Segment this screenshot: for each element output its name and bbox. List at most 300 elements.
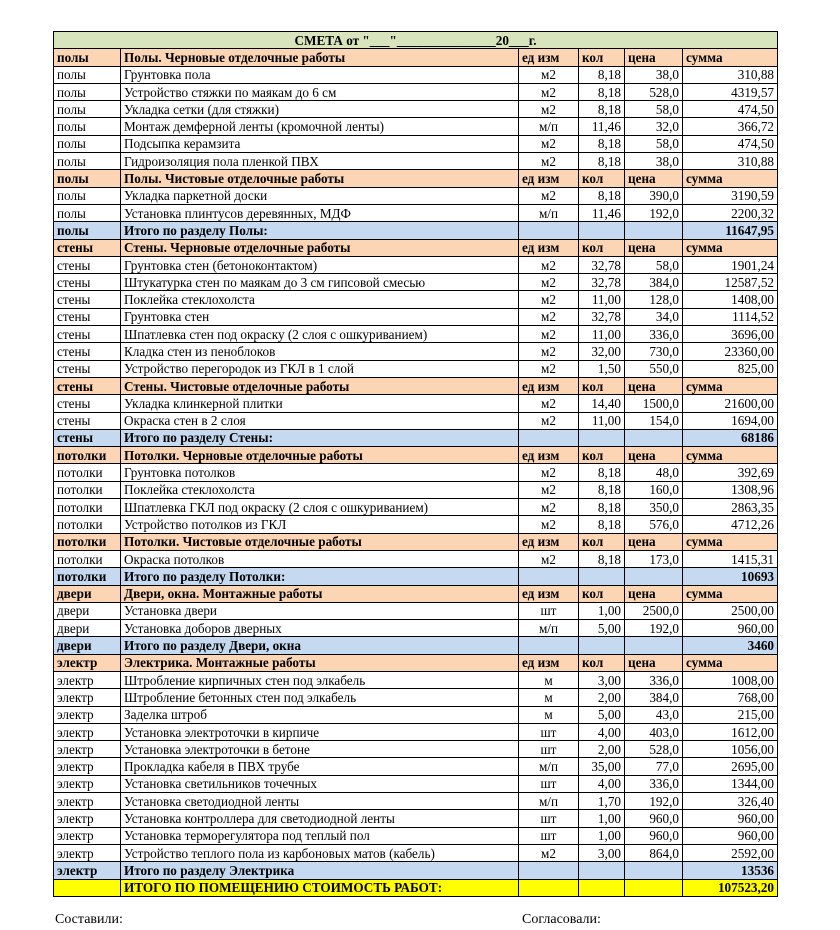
unit-cell: ед изм bbox=[519, 447, 579, 464]
table-row bbox=[54, 395, 778, 412]
price-cell bbox=[625, 568, 683, 585]
work-name-cell: Установка плинтусов деревянных, МДФ bbox=[121, 204, 519, 221]
price-cell: 192,0 bbox=[625, 793, 683, 810]
work-name-cell: Двери, окна. Монтажные работы bbox=[121, 585, 519, 602]
sum-cell: 1056,00 bbox=[683, 741, 778, 758]
quantity-cell: 1,00 bbox=[579, 810, 625, 827]
quantity-cell: 8,18 bbox=[579, 83, 625, 100]
price-cell: 38,0 bbox=[625, 66, 683, 83]
sum-cell: 2500,00 bbox=[683, 602, 778, 619]
unit-cell: шт bbox=[519, 741, 579, 758]
table-row bbox=[54, 602, 778, 619]
quantity-cell: 32,78 bbox=[579, 256, 625, 273]
unit-cell: ед изм bbox=[519, 585, 579, 602]
category-cell: стены bbox=[54, 395, 121, 412]
category-cell: потолки bbox=[54, 550, 121, 567]
sum-cell: сумма bbox=[683, 447, 778, 464]
unit-cell bbox=[519, 637, 579, 654]
sum-cell: 474,50 bbox=[683, 135, 778, 152]
work-name-cell: Кладка стен из пеноблоков bbox=[121, 343, 519, 360]
quantity-cell: 1,70 bbox=[579, 793, 625, 810]
price-cell: 960,0 bbox=[625, 810, 683, 827]
work-name-cell: Установка светодиодной ленты bbox=[121, 793, 519, 810]
sum-cell: 21600,00 bbox=[683, 395, 778, 412]
sum-cell: 10693 bbox=[683, 568, 778, 585]
unit-cell: м2 bbox=[519, 153, 579, 170]
unit-cell: м2 bbox=[519, 326, 579, 343]
price-cell: цена bbox=[625, 49, 683, 66]
price-cell: 128,0 bbox=[625, 291, 683, 308]
table-row bbox=[54, 499, 778, 516]
sum-cell: 1415,31 bbox=[683, 550, 778, 567]
price-cell: 336,0 bbox=[625, 326, 683, 343]
section-header-row bbox=[54, 533, 778, 550]
category-cell: стены bbox=[54, 343, 121, 360]
table-row bbox=[54, 775, 778, 792]
work-name-cell: Штукатурка стен по маякам до 3 см гипсовой смесью bbox=[121, 274, 519, 291]
category-cell: полы bbox=[54, 187, 121, 204]
category-cell: полы bbox=[54, 49, 121, 66]
sum-cell: 2695,00 bbox=[683, 758, 778, 775]
table-row bbox=[54, 135, 778, 152]
table-row bbox=[54, 274, 778, 291]
price-cell bbox=[625, 637, 683, 654]
quantity-cell: 4,00 bbox=[579, 775, 625, 792]
price-cell: 58,0 bbox=[625, 101, 683, 118]
quantity-cell: 14,40 bbox=[579, 395, 625, 412]
section-total-row bbox=[54, 222, 778, 239]
work-name-cell: Установка доборов дверных bbox=[121, 620, 519, 637]
unit-cell: м2 bbox=[519, 550, 579, 567]
sum-cell: 3460 bbox=[683, 637, 778, 654]
quantity-cell: кол bbox=[579, 239, 625, 256]
quantity-cell: 8,18 bbox=[579, 187, 625, 204]
price-cell: цена bbox=[625, 377, 683, 394]
section-header-row bbox=[54, 239, 778, 256]
work-name-cell: Грунтовка потолков bbox=[121, 464, 519, 481]
work-name-cell: Заделка штроб bbox=[121, 706, 519, 723]
work-name-cell: Итого по разделу Электрика bbox=[121, 862, 519, 879]
section-total-row bbox=[54, 862, 778, 879]
unit-cell: ед изм bbox=[519, 170, 579, 187]
category-cell: потолки bbox=[54, 533, 121, 550]
quantity-cell: 8,18 bbox=[579, 499, 625, 516]
table-row bbox=[54, 550, 778, 567]
unit-cell: м2 bbox=[519, 187, 579, 204]
price-cell: 390,0 bbox=[625, 187, 683, 204]
unit-cell: ед изм bbox=[519, 377, 579, 394]
quantity-cell: 4,00 bbox=[579, 723, 625, 740]
work-name-cell: Шпатлевка ГКЛ под окраску (2 слоя с ошкуриванием) bbox=[121, 499, 519, 516]
category-cell: полы bbox=[54, 222, 121, 239]
quantity-cell: кол bbox=[579, 447, 625, 464]
work-name-cell: Укладка клинкерной плитки bbox=[121, 395, 519, 412]
work-name-cell: Устройство потолков из ГКЛ bbox=[121, 516, 519, 533]
work-name-cell: Поклейка стеклохолста bbox=[121, 291, 519, 308]
quantity-cell: кол bbox=[579, 654, 625, 671]
unit-cell bbox=[519, 222, 579, 239]
price-cell: цена bbox=[625, 447, 683, 464]
category-cell: двери bbox=[54, 602, 121, 619]
price-cell: 192,0 bbox=[625, 620, 683, 637]
section-header-row bbox=[54, 49, 778, 66]
unit-cell: ед изм bbox=[519, 533, 579, 550]
unit-cell: м2 bbox=[519, 516, 579, 533]
work-name-cell: ИТОГО ПО ПОМЕЩЕНИЮ СТОИМОСТЬ РАБОТ: bbox=[121, 879, 519, 896]
category-cell: полы bbox=[54, 153, 121, 170]
price-cell: 32,0 bbox=[625, 118, 683, 135]
quantity-cell: 1,00 bbox=[579, 602, 625, 619]
quantity-cell: 5,00 bbox=[579, 706, 625, 723]
category-cell: стены bbox=[54, 412, 121, 429]
price-cell: 528,0 bbox=[625, 741, 683, 758]
sum-cell: 2200,32 bbox=[683, 204, 778, 221]
work-name-cell: Укладка паркетной доски bbox=[121, 187, 519, 204]
category-cell: электр bbox=[54, 810, 121, 827]
work-name-cell: Итого по разделу Полы: bbox=[121, 222, 519, 239]
unit-cell bbox=[519, 568, 579, 585]
category-cell: электр bbox=[54, 844, 121, 861]
sum-cell: 1901,24 bbox=[683, 256, 778, 273]
category-cell: стены bbox=[54, 377, 121, 394]
section-header-row bbox=[54, 377, 778, 394]
quantity-cell: 32,78 bbox=[579, 308, 625, 325]
table-row bbox=[54, 464, 778, 481]
quantity-cell: 35,00 bbox=[579, 758, 625, 775]
unit-cell: ед изм bbox=[519, 49, 579, 66]
sum-cell: 1114,52 bbox=[683, 308, 778, 325]
unit-cell: м/п bbox=[519, 620, 579, 637]
price-cell: 550,0 bbox=[625, 360, 683, 377]
price-cell: 384,0 bbox=[625, 689, 683, 706]
sum-cell: 1612,00 bbox=[683, 723, 778, 740]
table-row bbox=[54, 810, 778, 827]
work-name-cell: Грунтовка стен (бетоноконтактом) bbox=[121, 256, 519, 273]
category-cell: потолки bbox=[54, 481, 121, 498]
category-cell: электр bbox=[54, 706, 121, 723]
price-cell: 192,0 bbox=[625, 204, 683, 221]
price-cell: 154,0 bbox=[625, 412, 683, 429]
category-cell: стены bbox=[54, 326, 121, 343]
sum-cell: 1308,96 bbox=[683, 481, 778, 498]
price-cell: 960,0 bbox=[625, 827, 683, 844]
table-row bbox=[54, 481, 778, 498]
quantity-cell: 8,18 bbox=[579, 66, 625, 83]
work-name-cell: Установка электроточки в бетоне bbox=[121, 741, 519, 758]
sum-cell: 13536 bbox=[683, 862, 778, 879]
quantity-cell: 32,78 bbox=[579, 274, 625, 291]
work-name-cell: Стены. Чистовые отделочные работы bbox=[121, 377, 519, 394]
quantity-cell: 11,46 bbox=[579, 204, 625, 221]
price-cell: 384,0 bbox=[625, 274, 683, 291]
sum-cell: 2863,35 bbox=[683, 499, 778, 516]
unit-cell: м2 bbox=[519, 343, 579, 360]
unit-cell: м2 bbox=[519, 844, 579, 861]
sum-cell: 960,00 bbox=[683, 827, 778, 844]
work-name-cell: Установка терморегулятора под теплый пол bbox=[121, 827, 519, 844]
work-name-cell: Шпатлевка стен под окраску (2 слоя с ошкуриванием) bbox=[121, 326, 519, 343]
price-cell: 1500,0 bbox=[625, 395, 683, 412]
category-cell: стены bbox=[54, 291, 121, 308]
quantity-cell: кол bbox=[579, 533, 625, 550]
work-name-cell: Полы. Чистовые отделочные работы bbox=[121, 170, 519, 187]
price-cell: 48,0 bbox=[625, 464, 683, 481]
quantity-cell bbox=[579, 568, 625, 585]
sum-cell: 1694,00 bbox=[683, 412, 778, 429]
quantity-cell bbox=[579, 429, 625, 446]
sum-cell: сумма bbox=[683, 239, 778, 256]
sum-cell: сумма bbox=[683, 585, 778, 602]
table-row bbox=[54, 118, 778, 135]
sum-cell: 960,00 bbox=[683, 620, 778, 637]
quantity-cell: кол bbox=[579, 585, 625, 602]
category-cell: полы bbox=[54, 66, 121, 83]
table-row bbox=[54, 620, 778, 637]
work-name-cell: Потолки. Черновые отделочные работы bbox=[121, 447, 519, 464]
price-cell: цена bbox=[625, 654, 683, 671]
category-cell: электр bbox=[54, 654, 121, 671]
sum-cell: 474,50 bbox=[683, 101, 778, 118]
unit-cell: м bbox=[519, 689, 579, 706]
unit-cell: м/п bbox=[519, 758, 579, 775]
sum-cell: сумма bbox=[683, 654, 778, 671]
category-cell: потолки bbox=[54, 516, 121, 533]
sum-cell: 11647,95 bbox=[683, 222, 778, 239]
sum-cell: 1408,00 bbox=[683, 291, 778, 308]
quantity-cell: 2,00 bbox=[579, 689, 625, 706]
table-row bbox=[54, 689, 778, 706]
table-row bbox=[54, 101, 778, 118]
unit-cell bbox=[519, 429, 579, 446]
sum-cell: сумма bbox=[683, 533, 778, 550]
quantity-cell: 8,18 bbox=[579, 101, 625, 118]
category-cell: электр bbox=[54, 758, 121, 775]
work-name-cell: Подсыпка керамзита bbox=[121, 135, 519, 152]
work-name-cell: Грунтовка стен bbox=[121, 308, 519, 325]
quantity-cell: 11,00 bbox=[579, 326, 625, 343]
sum-cell: 310,88 bbox=[683, 153, 778, 170]
category-cell: потолки bbox=[54, 447, 121, 464]
table-row bbox=[54, 343, 778, 360]
sum-cell: 3696,00 bbox=[683, 326, 778, 343]
sum-cell: 215,00 bbox=[683, 706, 778, 723]
table-row bbox=[54, 844, 778, 861]
unit-cell: м2 bbox=[519, 412, 579, 429]
sum-cell: 68186 bbox=[683, 429, 778, 446]
category-cell: полы bbox=[54, 83, 121, 100]
work-name-cell: Устройство перегородок из ГКЛ в 1 слой bbox=[121, 360, 519, 377]
category-cell: полы bbox=[54, 101, 121, 118]
unit-cell bbox=[519, 862, 579, 879]
section-total-row bbox=[54, 568, 778, 585]
quantity-cell bbox=[579, 879, 625, 896]
work-name-cell: Полы. Черновые отделочные работы bbox=[121, 49, 519, 66]
unit-cell: м2 bbox=[519, 101, 579, 118]
sum-cell: сумма bbox=[683, 49, 778, 66]
grand-total-row bbox=[54, 879, 778, 896]
category-cell: электр bbox=[54, 775, 121, 792]
sum-cell: 12587,52 bbox=[683, 274, 778, 291]
section-header-row bbox=[54, 170, 778, 187]
table-row bbox=[54, 671, 778, 688]
quantity-cell: кол bbox=[579, 377, 625, 394]
unit-cell: м2 bbox=[519, 499, 579, 516]
sum-cell: 366,72 bbox=[683, 118, 778, 135]
category-cell: электр bbox=[54, 723, 121, 740]
category-cell: стены bbox=[54, 360, 121, 377]
price-cell: 350,0 bbox=[625, 499, 683, 516]
section-header-row bbox=[54, 585, 778, 602]
sum-cell: 960,00 bbox=[683, 810, 778, 827]
work-name-cell: Итого по разделу Потолки: bbox=[121, 568, 519, 585]
table-row bbox=[54, 741, 778, 758]
unit-cell: м2 bbox=[519, 464, 579, 481]
price-cell: 77,0 bbox=[625, 758, 683, 775]
work-name-cell: Установка контроллера для светодиодной ленты bbox=[121, 810, 519, 827]
work-name-cell: Штробление бетонных стен под элкабель bbox=[121, 689, 519, 706]
quantity-cell: 1,00 bbox=[579, 827, 625, 844]
unit-cell: м2 bbox=[519, 395, 579, 412]
sum-cell: 23360,00 bbox=[683, 343, 778, 360]
sum-cell: 768,00 bbox=[683, 689, 778, 706]
estimate-title: СМЕТА от "___"_______________20___г. bbox=[54, 32, 778, 49]
work-name-cell: Поклейка стеклохолста bbox=[121, 481, 519, 498]
section-total-row bbox=[54, 637, 778, 654]
quantity-cell bbox=[579, 637, 625, 654]
price-cell: 38,0 bbox=[625, 153, 683, 170]
quantity-cell: 11,46 bbox=[579, 118, 625, 135]
sum-cell: 310,88 bbox=[683, 66, 778, 83]
unit-cell: м2 bbox=[519, 308, 579, 325]
sum-cell: 1344,00 bbox=[683, 775, 778, 792]
work-name-cell: Устройство теплого пола из карбоновых матов (кабель) bbox=[121, 844, 519, 861]
quantity-cell: 2,00 bbox=[579, 741, 625, 758]
table-row bbox=[54, 360, 778, 377]
category-cell: потолки bbox=[54, 464, 121, 481]
unit-cell: м2 bbox=[519, 256, 579, 273]
table-row bbox=[54, 308, 778, 325]
table-row bbox=[54, 723, 778, 740]
work-name-cell: Окраска стен в 2 слоя bbox=[121, 412, 519, 429]
category-cell: электр bbox=[54, 741, 121, 758]
quantity-cell: 8,18 bbox=[579, 481, 625, 498]
quantity-cell: 3,00 bbox=[579, 844, 625, 861]
table-row bbox=[54, 758, 778, 775]
price-cell bbox=[625, 862, 683, 879]
work-name-cell: Установка электроточки в кирпиче bbox=[121, 723, 519, 740]
unit-cell: м2 bbox=[519, 66, 579, 83]
price-cell: цена bbox=[625, 533, 683, 550]
table-row bbox=[54, 412, 778, 429]
quantity-cell: 5,00 bbox=[579, 620, 625, 637]
work-name-cell: Укладка сетки (для стяжки) bbox=[121, 101, 519, 118]
unit-cell: шт bbox=[519, 810, 579, 827]
work-name-cell: Штробление кирпичных стен под элкабель bbox=[121, 671, 519, 688]
quantity-cell: 8,18 bbox=[579, 135, 625, 152]
price-cell: цена bbox=[625, 585, 683, 602]
category-cell: потолки bbox=[54, 568, 121, 585]
sum-cell: сумма bbox=[683, 170, 778, 187]
sum-cell: 1008,00 bbox=[683, 671, 778, 688]
approved-by-label: Согласовали: bbox=[522, 912, 601, 927]
table-row bbox=[54, 291, 778, 308]
sum-cell: 825,00 bbox=[683, 360, 778, 377]
title-row bbox=[54, 32, 778, 49]
work-name-cell: Окраска потолков bbox=[121, 550, 519, 567]
work-name-cell: Установка светильников точечных bbox=[121, 775, 519, 792]
price-cell: 730,0 bbox=[625, 343, 683, 360]
category-cell: двери bbox=[54, 620, 121, 637]
sum-cell: 326,40 bbox=[683, 793, 778, 810]
category-cell: стены bbox=[54, 429, 121, 446]
price-cell: 336,0 bbox=[625, 671, 683, 688]
price-cell: 58,0 bbox=[625, 135, 683, 152]
work-name-cell: Электрика. Монтажные работы bbox=[121, 654, 519, 671]
table-row bbox=[54, 706, 778, 723]
category-cell: электр bbox=[54, 862, 121, 879]
unit-cell: м2 bbox=[519, 360, 579, 377]
work-name-cell: Монтаж демферной ленты (кромочной ленты) bbox=[121, 118, 519, 135]
compiled-by-label: Составили: bbox=[55, 912, 123, 927]
unit-cell: м2 bbox=[519, 83, 579, 100]
price-cell bbox=[625, 879, 683, 896]
table-row bbox=[54, 204, 778, 221]
category-cell: двери bbox=[54, 637, 121, 654]
unit-cell: м/п bbox=[519, 793, 579, 810]
table-row bbox=[54, 516, 778, 533]
price-cell: 173,0 bbox=[625, 550, 683, 567]
unit-cell: ед изм bbox=[519, 654, 579, 671]
work-name-cell: Стены. Черновые отделочные работы bbox=[121, 239, 519, 256]
unit-cell: м2 bbox=[519, 274, 579, 291]
quantity-cell: 1,50 bbox=[579, 360, 625, 377]
estimate-table bbox=[53, 31, 778, 897]
unit-cell: м2 bbox=[519, 481, 579, 498]
category-cell: полы bbox=[54, 118, 121, 135]
category-cell: электр bbox=[54, 827, 121, 844]
price-cell: 58,0 bbox=[625, 256, 683, 273]
category-cell: электр bbox=[54, 689, 121, 706]
unit-cell: м bbox=[519, 671, 579, 688]
work-name-cell: Потолки. Чистовые отделочные работы bbox=[121, 533, 519, 550]
unit-cell: м/п bbox=[519, 118, 579, 135]
table-row bbox=[54, 187, 778, 204]
table-row bbox=[54, 326, 778, 343]
table-row bbox=[54, 827, 778, 844]
quantity-cell: 8,18 bbox=[579, 464, 625, 481]
table-row bbox=[54, 83, 778, 100]
price-cell: 528,0 bbox=[625, 83, 683, 100]
price-cell: 2500,0 bbox=[625, 602, 683, 619]
unit-cell: шт bbox=[519, 602, 579, 619]
section-header-row bbox=[54, 654, 778, 671]
category-cell: полы bbox=[54, 170, 121, 187]
quantity-cell: 8,18 bbox=[579, 153, 625, 170]
table-row bbox=[54, 256, 778, 273]
sum-cell: 4712,26 bbox=[683, 516, 778, 533]
work-name-cell: Грунтовка пола bbox=[121, 66, 519, 83]
table-row bbox=[54, 153, 778, 170]
quantity-cell: 8,18 bbox=[579, 516, 625, 533]
category-cell: полы bbox=[54, 204, 121, 221]
table-row bbox=[54, 793, 778, 810]
category-cell: двери bbox=[54, 585, 121, 602]
work-name-cell: Гидроизоляция пола пленкой ПВХ bbox=[121, 153, 519, 170]
category-cell: электр bbox=[54, 793, 121, 810]
quantity-cell: 11,00 bbox=[579, 291, 625, 308]
quantity-cell: 32,00 bbox=[579, 343, 625, 360]
price-cell: 576,0 bbox=[625, 516, 683, 533]
